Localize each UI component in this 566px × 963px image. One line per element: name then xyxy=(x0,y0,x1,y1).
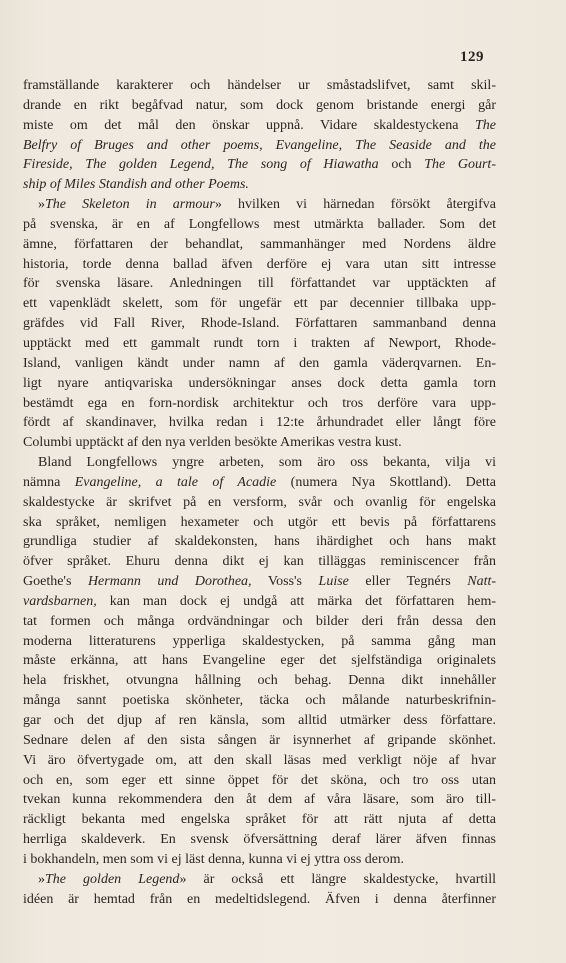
text-line xyxy=(23,691,496,711)
text-segment: ska språket, nemligen hexameter och utgör ett bevis på författarens xyxy=(23,514,496,530)
text-line xyxy=(23,255,496,275)
text-line xyxy=(23,195,496,215)
text-segment: för svenska läsare. Anledningen till författandet var upptäckten af xyxy=(23,276,496,292)
text-line xyxy=(23,751,496,771)
text-segment: på svenska, är en af Longfellows mest utmärkta ballader. Som det xyxy=(23,216,496,232)
text-segment: kan man dock ej undgå att märka det författaren hem- xyxy=(96,593,496,609)
text-line xyxy=(23,76,496,96)
text-segment: och xyxy=(378,157,425,173)
text-segment: herrliga skaldeverk. En svensk öfversättning deraf lärer äfven finnas xyxy=(23,832,496,848)
text-segment: gar och det djup af ren känsla, som alltid utmärker dess författare. xyxy=(23,713,496,728)
text-line xyxy=(23,215,496,235)
text-line xyxy=(23,235,496,255)
text-segment: måste erkänna, att hans Evangeline eger det sjelfständiga originalets xyxy=(23,653,496,669)
text-segment: ligt nyare antiqvariska undersökningar anses dock detta gamla torn xyxy=(23,375,496,391)
text-segment: skaldestycke är skrifvet på en versform, svår och ovanlig för engelska xyxy=(23,494,496,510)
text-line xyxy=(23,394,496,414)
text-segment: räckligt bekanta med engelska språket för att rätt njuta af detta xyxy=(23,812,496,828)
italic-title: The golden Legend xyxy=(45,871,180,887)
text-segment: ämne, författaren der behandlat, sammanhänger med Nordens äldre xyxy=(23,236,496,252)
text-segment: Island, vanligen kändt under namn af den gamla väderqvarnen. En- xyxy=(23,355,496,371)
italic-title: Luise xyxy=(318,574,349,590)
text-line xyxy=(23,890,496,910)
text-line xyxy=(23,671,496,691)
italic-title: The Gourt- xyxy=(424,157,496,173)
paragraph xyxy=(23,195,496,453)
text-segment: bestämdt ega en forn-nordisk architektur och tros derföre vara upp- xyxy=(23,395,496,411)
text-segment: Goethe's xyxy=(23,574,88,590)
text-segment: och en, som eger ett sinne öppet för det sköna, och tro oss utan xyxy=(23,772,496,788)
text-segment: tvekan kunna rekommendera den åt dem af våra läsare, som äro till- xyxy=(23,792,496,808)
italic-title: Evangeline, a tale of Acadie xyxy=(74,474,277,490)
text-line xyxy=(23,433,496,453)
text-line xyxy=(23,413,496,433)
paragraph xyxy=(23,76,496,195)
text-segment: » hvilken vi härnedan försökt återgifva xyxy=(214,197,496,213)
text-segment: nämna xyxy=(23,474,75,490)
text-line xyxy=(23,175,496,195)
text-segment: fördt af skandinaver, hvilka redan i 12:te århundradet eller långt före xyxy=(23,415,496,431)
italic-title: Fireside, The golden Legend, The song of Hiawatha xyxy=(23,157,379,173)
italic-title: ship of Miles Standish and other Poems. xyxy=(23,177,249,193)
text-segment: miste om det mål den önskar uppnå. Vidare skaldestyckena xyxy=(23,117,475,133)
italic-title: Hermann und Dorothea, xyxy=(87,574,252,590)
text-line xyxy=(23,314,496,334)
text-line xyxy=(23,532,496,552)
italic-title: Belfry of Bruges and other poems, Evangeline, The Seaside and the xyxy=(23,137,496,153)
text-line xyxy=(23,374,496,394)
italic-title: The xyxy=(475,117,496,133)
text-line xyxy=(23,771,496,791)
text-line xyxy=(23,274,496,294)
text-segment: moderna litteraturens ypperliga skaldestycken, på samma gång man xyxy=(23,633,496,649)
text-segment: öfver språket. Ehuru denna dikt ej kan tilläggas reminiscencer från xyxy=(23,554,496,570)
text-line xyxy=(23,155,496,175)
page-number: 129 xyxy=(460,49,484,65)
text-line xyxy=(23,830,496,850)
text-line xyxy=(23,632,496,652)
text-segment: idéen är hemtad från en medeltidslegend. Äfven i denna återfinner xyxy=(23,891,496,907)
paragraph xyxy=(23,453,496,870)
text-line xyxy=(23,116,496,136)
text-line xyxy=(23,453,496,473)
text-line xyxy=(23,354,496,374)
text-segment: tat formen och många ordvändningar och bilder deri från dessa den xyxy=(23,613,496,629)
text-line xyxy=(23,96,496,116)
text-segment: eller Tegnérs xyxy=(348,574,468,590)
text-line xyxy=(23,513,496,533)
text-segment: » xyxy=(38,871,45,887)
text-segment: Sednare delen af den sista sången är isynnerhet af gripande skönhet. xyxy=(23,732,496,748)
italic-title: The Skeleton in armour xyxy=(45,197,215,213)
text-line xyxy=(23,592,496,612)
text-segment: » är också ett längre skaldestycke, hvartill xyxy=(179,871,496,887)
text-line xyxy=(23,790,496,810)
text-segment: Columbi upptäckt af den nya verlden besökte Amerikas vestra kust. xyxy=(23,435,402,451)
text-segment: framställande karakterer och händelser ur småstadslifvet, samt skil- xyxy=(23,78,496,93)
text-segment: » xyxy=(38,197,45,213)
italic-title: Natt- xyxy=(467,574,496,590)
text-line xyxy=(23,334,496,354)
italic-title: vardsbarnen, xyxy=(23,593,97,609)
text-line xyxy=(23,651,496,671)
paragraph xyxy=(23,870,496,910)
text-segment: gräfdes vid Fall River, Rhode-Island. Författaren sammanband denna xyxy=(23,316,496,332)
text-segment: upptäckt med ett gammalt rundt torn i trakten af Newport, Rhode- xyxy=(23,335,496,351)
text-segment: drande en rikt begåfvad natur, som dock genom bristande energi går xyxy=(23,97,496,113)
text-segment: historia, torde denna ballad äfven derföre ej vara utan sitt intresse xyxy=(23,256,496,272)
text-line xyxy=(23,810,496,830)
text-segment: (numera Nya Skottland). Detta xyxy=(276,474,496,490)
body-text xyxy=(23,76,496,909)
text-segment: Vi äro öfvertygade om, att den skall läsas med verkligt nöje af hvar xyxy=(23,752,496,768)
text-line xyxy=(23,850,496,870)
text-segment: i bokhandeln, men som vi ej läst denna, kunna vi ej yttra oss derom. xyxy=(23,851,405,867)
text-line xyxy=(23,473,496,493)
text-line xyxy=(23,870,496,890)
text-segment: många sannt poetiska skönheter, täcka och målande naturbeskrifnin- xyxy=(23,693,496,709)
text-segment: hela friskhet, otvungna hållning och behag. Denna dikt innehåller xyxy=(23,673,496,689)
text-line xyxy=(23,612,496,632)
text-segment: Voss's xyxy=(251,574,319,590)
text-line xyxy=(23,731,496,751)
text-line xyxy=(23,294,496,314)
text-line xyxy=(23,493,496,513)
text-segment: Bland Longfellows yngre arbeten, som äro oss bekanta, vilja vi xyxy=(38,455,496,471)
text-line xyxy=(23,136,496,156)
text-segment: grundliga studier af skaldekonsten, hans ihärdighet och hans makt xyxy=(23,534,496,550)
text-line xyxy=(23,572,496,592)
text-segment: ett vapenklädt skelett, som för ungefär ett par decennier tillbaka upp- xyxy=(23,296,496,312)
text-line xyxy=(23,711,496,731)
text-line xyxy=(23,552,496,572)
